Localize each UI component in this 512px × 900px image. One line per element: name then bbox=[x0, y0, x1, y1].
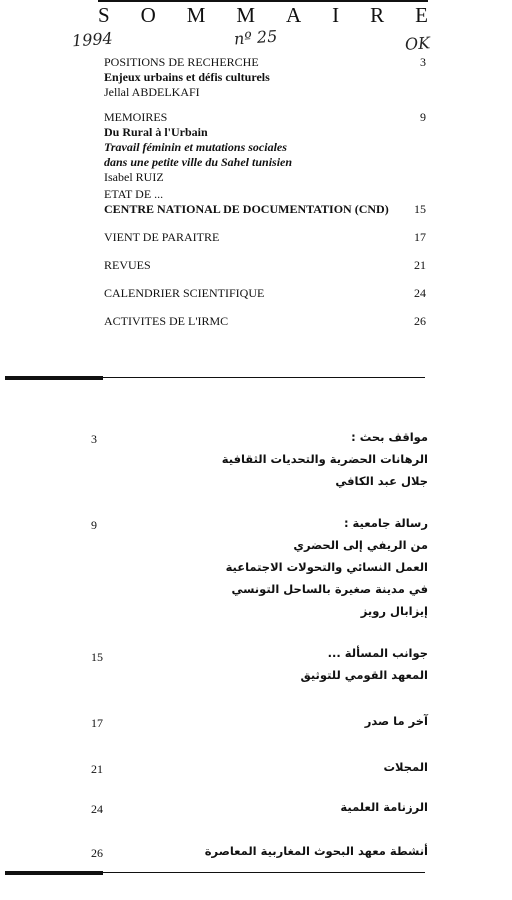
bottom-rule-thick bbox=[5, 871, 103, 875]
page-number: 21 bbox=[414, 258, 426, 272]
section-label: ETAT DE ... bbox=[104, 187, 164, 201]
entry-subtitle: Travail féminin et mutations sociales bbox=[104, 140, 287, 154]
title-letter: A bbox=[286, 3, 302, 27]
page-number: 15 bbox=[91, 650, 103, 664]
page-number: 26 bbox=[91, 846, 103, 860]
entry-subtitle: في مدينة صغيرة بالساحل التونسي bbox=[231, 582, 428, 596]
entry-title: CENTRE NATIONAL DE DOCUMENTATION (CND) bbox=[104, 202, 389, 216]
entry-label: CALENDRIER SCIENTIFIQUE bbox=[104, 286, 265, 300]
page-number: 17 bbox=[414, 230, 426, 244]
section-label: POSITIONS DE RECHERCHE bbox=[104, 55, 259, 69]
title-letter: S bbox=[98, 3, 110, 27]
toc-entry-risala bbox=[226, 512, 428, 622]
page-number: 15 bbox=[414, 202, 426, 216]
toc-entry-calendrier bbox=[104, 286, 426, 301]
entry-label: المجلات bbox=[383, 760, 428, 774]
page-number: 17 bbox=[91, 716, 103, 730]
entry-author: إيزابال رويز bbox=[360, 604, 428, 618]
entry-label: أنشطة معهد البحوث المغاربية المعاصرة bbox=[204, 844, 428, 858]
toc-entry-akhir bbox=[365, 710, 428, 732]
toc-entry-revues bbox=[104, 258, 426, 273]
handwritten-year: 1994 bbox=[71, 28, 114, 51]
toc-entry-majallat bbox=[383, 756, 428, 778]
section-label: مواقف بحث : bbox=[351, 430, 428, 444]
section-label: رسالة جامعية : bbox=[343, 516, 428, 530]
toc-entry-ruzname bbox=[340, 796, 428, 818]
page-number: 24 bbox=[91, 802, 103, 816]
entry-title: Du Rural à l'Urbain bbox=[104, 125, 208, 139]
page-number: 9 bbox=[420, 110, 426, 124]
title-letter: O bbox=[140, 3, 156, 27]
entry-author: جلال عبد الكافي bbox=[335, 474, 428, 488]
sommaire-title bbox=[98, 3, 428, 27]
page-number: 9 bbox=[91, 518, 97, 532]
divider-thick bbox=[5, 376, 103, 380]
toc-entry-jawanib bbox=[301, 642, 429, 686]
section-label: MEMOIRES bbox=[104, 110, 168, 124]
page-number: 24 bbox=[414, 286, 426, 300]
toc-entry-mawaqif bbox=[222, 426, 428, 492]
title-letter: R bbox=[370, 3, 385, 27]
entry-label: ACTIVITES DE L'IRMC bbox=[104, 314, 229, 328]
toc-entry-memoires bbox=[104, 110, 426, 185]
entry-title: من الريفي إلى الحضري bbox=[293, 538, 428, 552]
title-letter: E bbox=[415, 3, 428, 27]
title-letter: I bbox=[332, 3, 340, 27]
top-rule bbox=[98, 0, 428, 2]
entry-subtitle: العمل النسائي والتحولات الاجتماعية bbox=[225, 560, 428, 574]
entry-label: آخر ما صدر bbox=[364, 714, 428, 728]
entry-title: Enjeux urbains et défis culturels bbox=[104, 70, 270, 84]
handwritten-ok: OK bbox=[404, 33, 431, 54]
page-number: 26 bbox=[414, 314, 426, 328]
entry-author: Isabel RUIZ bbox=[104, 170, 164, 184]
entry-label: VIENT DE PARAITRE bbox=[104, 230, 220, 244]
handwritten-issue: nº 25 bbox=[233, 26, 278, 49]
page-number: 3 bbox=[420, 55, 426, 69]
toc-entry-etat bbox=[104, 187, 426, 217]
title-letter: M bbox=[186, 3, 206, 27]
section-label: جوانب المسألة ... bbox=[327, 646, 428, 660]
title-letter: M bbox=[236, 3, 256, 27]
page-number: 3 bbox=[91, 432, 97, 446]
entry-title: الرهانات الحضرية والتحديات الثقافية bbox=[221, 452, 428, 466]
toc-entry-positions bbox=[104, 55, 426, 100]
divider-thin bbox=[103, 377, 425, 378]
toc-entry-anshita bbox=[205, 840, 428, 862]
bottom-rule-thin bbox=[103, 872, 425, 873]
entry-title: المعهد القومي للتوثيق bbox=[300, 668, 428, 682]
page-number: 21 bbox=[91, 762, 103, 776]
entry-label: REVUES bbox=[104, 258, 151, 272]
toc-entry-vient bbox=[104, 230, 426, 245]
entry-label: الرزنامة العلمية bbox=[340, 800, 428, 814]
toc-entry-activites bbox=[104, 314, 426, 329]
entry-subtitle: dans une petite ville du Sahel tunisien bbox=[104, 155, 293, 169]
entry-author: Jellal ABDELKAFI bbox=[104, 85, 200, 99]
